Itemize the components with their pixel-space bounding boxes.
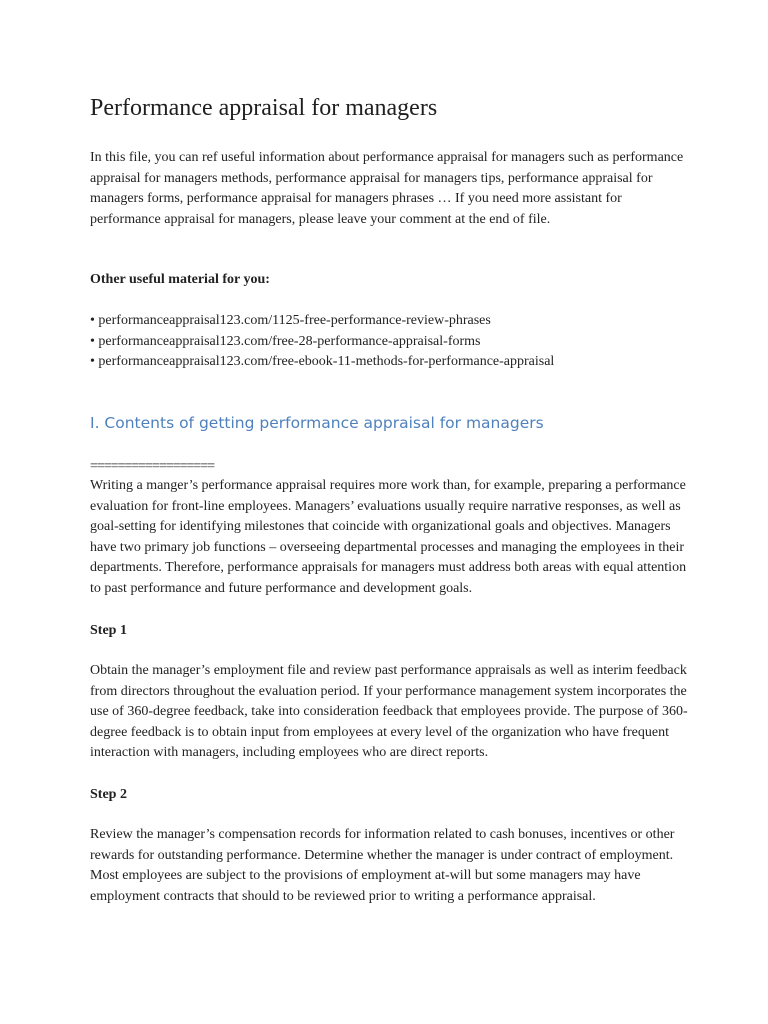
- step-2-label: Step 2: [90, 787, 127, 802]
- text-divider: ==================: [90, 459, 215, 474]
- document-title: Performance appraisal for managers: [90, 95, 438, 121]
- step-1-label: Step 1: [90, 623, 127, 638]
- intro-paragraph: In this file, you can ref useful information about performance appraisal for managers such as performance appraisal for managers methods, performance appraisal for managers tips, performance appraisal for managers forms, performance appraisal for managers phrases … If you need more assistant for performance appraisal for managers, please leave your comment at the end of file.: [90, 150, 684, 227]
- useful-links-list: [90, 311, 554, 373]
- useful-link[interactable]: • performanceappraisal123.com/1125-free-performance-review-phrases: [90, 313, 491, 328]
- useful-link[interactable]: • performanceappraisal123.com/free-ebook-11-methods-for-performance-appraisal: [90, 354, 555, 369]
- body-paragraph: Writing a manger’s performance appraisal requires more work than, for example, preparing a performance evaluation for front-line employees. Managers’ evaluations usually require narrative responses, as well as goal-setting for identifying milestones that coincide with organizational goals and objectives. Managers have two primary job functions – overseeing departmental processes and managing the employees in their departments. Therefore, performance appraisals for managers must address both areas with equal attention to past performance and future performance and development goals.: [90, 478, 687, 596]
- step-1-paragraph: Obtain the manager’s employment file and review past performance appraisals as well as interim feedback from directors throughout the evaluation period. If your performance management system incorporates the use of 360-degree feedback, take into consideration feedback that employees provide. The purpose of 360-degree feedback is to obtain input from employees at every level of the organization who have frequent interaction with managers, including employees who are direct reports.: [90, 663, 688, 760]
- section-heading: I. Contents of getting performance appraisal for managers: [90, 414, 544, 432]
- other-material-label: Other useful material for you:: [90, 272, 270, 287]
- useful-link[interactable]: • performanceappraisal123.com/free-28-performance-appraisal-forms: [90, 333, 481, 349]
- step-2-paragraph: Review the manager’s compensation records for information related to cash bonuses, incentives or other rewards for outstanding performance. Determine whether the manager is under contract of employment. Most employees are subject to the provisions of employment at-will but some managers may have employment contracts that should to be reviewed prior to writing a performance appraisal.: [90, 827, 675, 904]
